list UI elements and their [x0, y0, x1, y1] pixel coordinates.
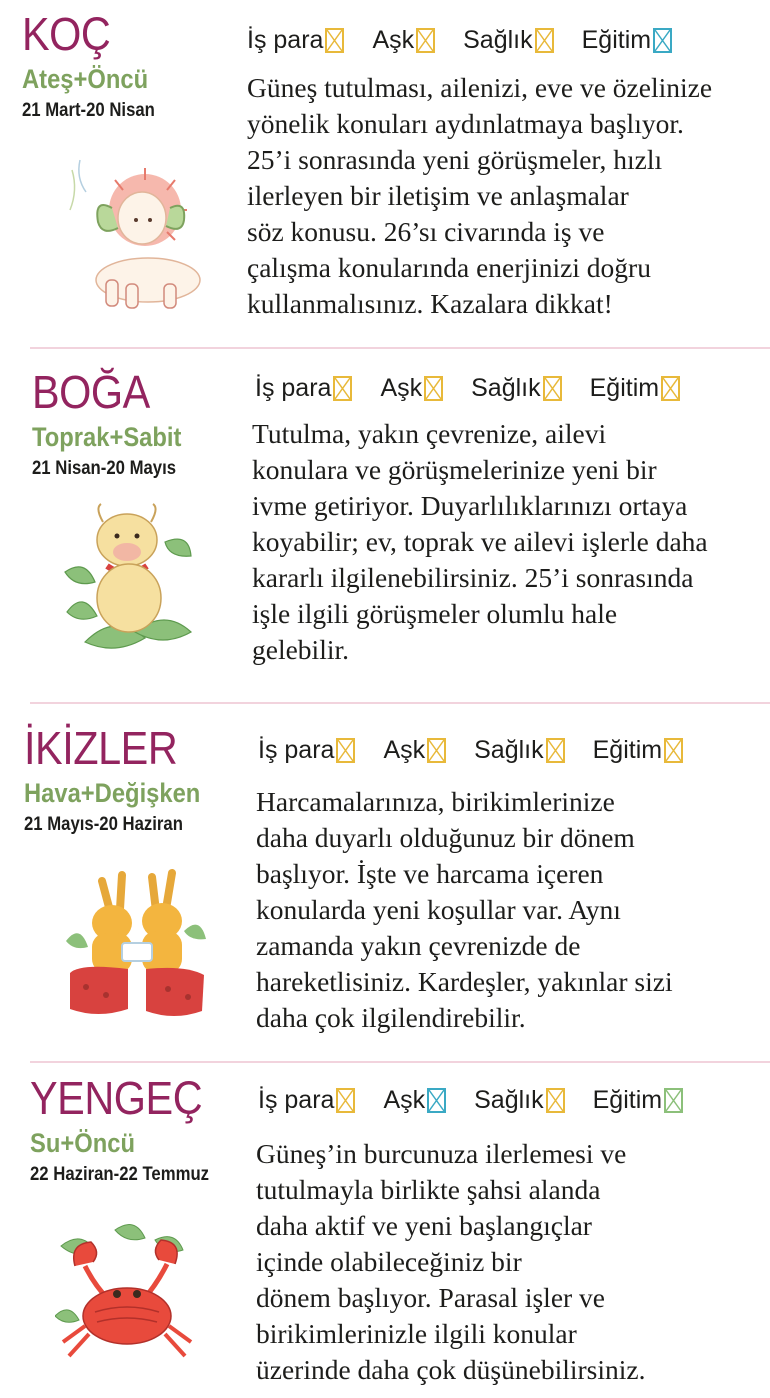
- ratings-row: [255, 374, 708, 403]
- rating-checkbox: [333, 376, 352, 401]
- sign-dates: 21 Mart-20 Nisan: [22, 100, 155, 121]
- sign-dates: 21 Nisan-20 Mayıs: [32, 458, 177, 479]
- ratings-row: [258, 736, 711, 765]
- rating-is-para: [258, 1086, 355, 1115]
- rating-checkbox: [325, 28, 344, 53]
- sign-element: Toprak+Sabit: [32, 422, 182, 452]
- rating-saglik: [474, 1086, 564, 1115]
- rating-label: Sağlık: [474, 736, 544, 764]
- sign-name: İKİZLER: [24, 722, 178, 774]
- sign-header: [32, 368, 257, 480]
- text-line: koyabilir; ev, toprak ve ailevi işlerle daha: [252, 526, 708, 557]
- crab-icon: [55, 1216, 205, 1376]
- text-line: Güneş tutulması, ailenizi, eve ve özelinize: [247, 72, 713, 103]
- sign-name: YENGEÇ: [30, 1072, 203, 1124]
- rating-label: Aşk: [380, 374, 423, 402]
- text-line: gelebilir.: [252, 634, 349, 665]
- sign-yengec: [0, 1066, 770, 1398]
- rating-label: Aşk: [383, 1086, 426, 1114]
- rating-saglik: [463, 26, 553, 55]
- rating-ask: [380, 374, 443, 403]
- rating-checkbox: [546, 1088, 565, 1113]
- rating-is-para: [247, 26, 344, 55]
- rating-is-para: [255, 374, 352, 403]
- rating-checkbox: [416, 28, 435, 53]
- rating-ask: [372, 26, 435, 55]
- sign-text: [252, 416, 708, 668]
- sign-text: [256, 784, 673, 1036]
- sign-header: [22, 10, 247, 122]
- rating-checkbox: [427, 738, 446, 763]
- rating-label: Sağlık: [471, 374, 541, 402]
- text-line: kullanmalısınız. Kazalara dikkat!: [247, 288, 613, 319]
- text-line: ilerleyen bir iletişim ve anlaşmalar: [247, 180, 629, 211]
- divider: [30, 347, 770, 349]
- rating-label: Sağlık: [474, 1086, 544, 1114]
- rating-checkbox: [546, 738, 565, 763]
- text-line: ivme getiriyor. Duyarlılıklarınızı ortaya: [252, 490, 688, 521]
- rating-checkbox: [661, 376, 680, 401]
- text-line: içinde olabileceğiniz bir: [256, 1246, 522, 1277]
- sign-koc: [0, 0, 770, 350]
- sign-element: Ateş+Öncü: [22, 64, 149, 94]
- rating-egitim: [593, 1086, 683, 1115]
- text-line: daha aktif ve yeni başlangıçlar: [256, 1210, 592, 1241]
- text-line: tutulmayla birlikte şahsi alanda: [256, 1174, 601, 1205]
- rating-ask: [383, 1086, 446, 1115]
- rating-checkbox: [543, 376, 562, 401]
- sign-dates: 22 Haziran-22 Temmuz: [30, 1164, 210, 1185]
- text-line: konulara ve görüşmelerinize yeni bir: [252, 454, 657, 485]
- bull-icon: [55, 502, 205, 662]
- rating-label: Aşk: [372, 26, 415, 54]
- rating-egitim: [590, 374, 680, 403]
- text-line: Tutulma, yakın çevrenize, ailevi: [252, 418, 607, 449]
- rating-label: Eğitim: [589, 374, 660, 402]
- rating-checkbox: [664, 738, 683, 763]
- rating-saglik: [474, 736, 564, 765]
- rating-label: İş para: [258, 1086, 335, 1114]
- ratings-row: [258, 1086, 711, 1115]
- text-line: birikimlerinizle ilgili konular: [256, 1318, 577, 1349]
- sign-text: [247, 70, 712, 322]
- sign-text: [256, 1136, 645, 1388]
- sign-header: [24, 724, 249, 836]
- rating-checkbox: [664, 1088, 683, 1113]
- sign-header: [30, 1074, 255, 1186]
- text-line: kararlı ilgilenebilirsiniz. 25’i sonrasında: [252, 562, 694, 593]
- rating-label: Sağlık: [463, 26, 533, 54]
- text-line: Harcamalarınıza, birikimlerinize: [256, 786, 615, 817]
- rating-checkbox: [427, 1088, 446, 1113]
- rating-label: Eğitim: [592, 736, 663, 764]
- sign-ikizler: [0, 706, 770, 1061]
- text-line: üzerinde daha çok düşünebilirsiniz.: [256, 1354, 646, 1385]
- text-line: dönem başlıyor. Parasal işler ve: [256, 1282, 606, 1313]
- rating-label: İş para: [258, 736, 335, 764]
- rating-ask: [383, 736, 446, 765]
- sign-name: KOÇ: [22, 8, 111, 60]
- ratings-row: [247, 26, 700, 55]
- text-line: Güneş’in burcunuza ilerlemesi ve: [256, 1138, 627, 1169]
- rating-label: Eğitim: [592, 1086, 663, 1114]
- text-line: zamanda yakın çevrenizde de: [256, 930, 581, 961]
- rating-checkbox: [336, 1088, 355, 1113]
- text-line: daha çok ilgilendirebilir.: [256, 1002, 526, 1033]
- rating-checkbox: [336, 738, 355, 763]
- sign-dates: 21 Mayıs-20 Haziran: [24, 814, 183, 835]
- sign-boga: [0, 352, 770, 702]
- rating-egitim: [593, 736, 683, 765]
- text-line: konularda yeni koşullar var. Aynı: [256, 894, 621, 925]
- rating-is-para: [258, 736, 355, 765]
- rating-checkbox: [424, 376, 443, 401]
- text-line: başlıyor. İşte ve harcama içeren: [256, 858, 604, 889]
- rating-label: İş para: [247, 26, 324, 54]
- text-line: işle ilgili görüşmeler olumlu hale: [252, 598, 618, 629]
- rating-saglik: [471, 374, 561, 403]
- text-line: yönelik konuları aydınlatmaya başlıyor.: [247, 108, 684, 139]
- rating-label: İş para: [255, 374, 332, 402]
- rating-egitim: [582, 26, 672, 55]
- text-line: daha duyarlı olduğunuz bir dönem: [256, 822, 635, 853]
- text-line: 25’i sonrasında yeni görüşmeler, hızlı: [247, 144, 663, 175]
- rating-checkbox: [653, 28, 672, 53]
- twins-icon: [62, 861, 212, 1021]
- sign-element: Su+Öncü: [30, 1128, 135, 1158]
- sign-name: BOĞA: [32, 366, 150, 418]
- rating-label: Aşk: [383, 736, 426, 764]
- text-line: söz konusu. 26’sı civarında iş ve: [247, 216, 605, 247]
- divider: [30, 702, 770, 704]
- rating-checkbox: [535, 28, 554, 53]
- sign-element: Hava+Değişken: [24, 778, 201, 808]
- divider: [30, 1061, 770, 1063]
- text-line: çalışma konularında enerjinizi doğru: [247, 252, 651, 283]
- text-line: hareketlisiniz. Kardeşler, yakınlar sizi: [256, 966, 673, 997]
- ram-icon: [60, 150, 210, 310]
- rating-label: Eğitim: [581, 26, 652, 54]
